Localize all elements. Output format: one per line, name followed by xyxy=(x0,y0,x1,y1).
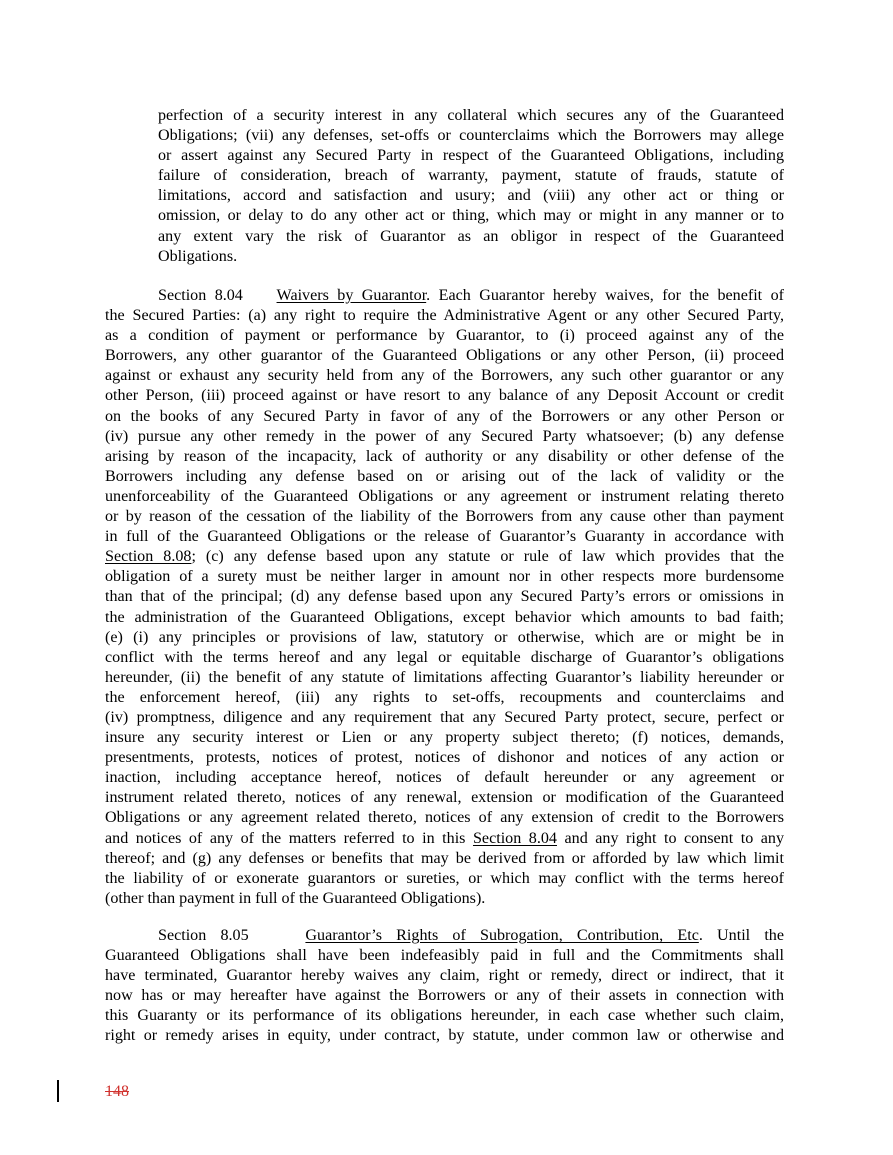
text-line: (iv) pursue any other remedy in the power of any Secured Party whatsoever; (b) any defense xyxy=(105,427,784,445)
section-first-line-rest: . Until the xyxy=(698,927,785,944)
text-line: have terminated, Guarantor hereby waives any claim, right or remedy, direct or indirect, that it xyxy=(105,967,784,985)
text-line: conflict with the terms hereof and any legal or equitable discharge of Guarantor’s obligations xyxy=(105,648,784,666)
section-8-05-paragraph xyxy=(105,926,784,1047)
text-line: against or exhaust any security held from any of the Borrowers, any such other guarantor or any xyxy=(105,367,784,385)
text-line: than that of the principal; (d) any defense based upon any Secured Party’s errors or omissions in xyxy=(105,588,784,606)
text-line: (iv) promptness, diligence and any requirement that any Secured Party protect, secure, perfect or xyxy=(105,708,784,726)
text-line: or assert against any Secured Party in respect of the Guaranteed Obligations, including xyxy=(158,147,784,165)
text-line: (e) (i) any principles or provisions of law, statutory or otherwise, which are or might be in xyxy=(105,628,784,646)
text-line: obligation of a surety must be neither larger in amount nor in other respects more burdensome xyxy=(105,568,784,586)
text-line: Obligations or any agreement related thereto, notices of any extension of credit to the Borrowers xyxy=(105,809,784,827)
text-line-post: and any right to consent to any xyxy=(556,829,785,847)
text-line: perfection of a security interest in any collateral which secures any of the Guaranteed xyxy=(158,107,784,124)
page-number: 148 xyxy=(105,1083,129,1100)
text-line: Borrowers including any defense based on or arising out of the lack of validity or the xyxy=(105,467,784,485)
text-line: the enforcement hereof, (iii) any rights to set-offs, recoupments and counterclaims and xyxy=(105,688,784,706)
text-line: in full of the Guaranteed Obligations or the release of Guarantor’s Guaranty in accordance with xyxy=(105,528,784,546)
section-number: Section 8.04 xyxy=(158,287,243,304)
text-line-with-self-reference xyxy=(105,829,784,849)
text-line: on the books of any Secured Party in favor of any of the Borrowers or any other Person or xyxy=(105,407,784,425)
text-line: unenforceability of the Guaranteed Obligations or any agreement or instrument relating thereto xyxy=(105,487,784,505)
text-line: Borrowers, any other guarantor of the Guaranteed Obligations or any other Person, (ii) proceed xyxy=(105,347,784,365)
text-line: now has or may hereafter have against the Borrowers or any of their assets in connection with xyxy=(105,987,784,1005)
text-line-rest: ; (c) any defense based upon any statute or rule of law which provides that the xyxy=(191,548,784,566)
text-line: insure any security interest or Lien or any property subject thereto; (f) notices, demands, xyxy=(105,729,784,747)
text-line: the liability of or exonerate guarantors or sureties, or which may conflict with the terms hereof xyxy=(105,869,784,887)
paragraph-continuation xyxy=(158,106,784,267)
cross-reference-link[interactable]: Section 8.08 xyxy=(105,548,192,566)
section-first-line-rest: . Each Guarantor hereby waives, for the benefit of xyxy=(426,287,784,304)
text-line: any extent vary the risk of Guarantor as an obligor in respect of the Guaranteed xyxy=(158,227,784,245)
self-reference-link[interactable]: Section 8.04 xyxy=(472,829,557,847)
text-line: Obligations. xyxy=(158,247,238,265)
text-line: failure of consideration, breach of warranty, payment, statute of frauds, statute of xyxy=(158,167,784,185)
text-line: the Secured Parties: (a) any right to require the Administrative Agent or any other Secured Party, xyxy=(105,307,784,325)
revision-change-bar xyxy=(57,1080,59,1102)
text-line: presentments, protests, notices of protest, notices of dishonor and notices of any action or xyxy=(105,749,784,767)
section-heading: Waivers by Guarantor xyxy=(276,287,427,304)
text-line: omission, or delay to do any other act or thing, which may or might in any manner or to xyxy=(158,207,784,225)
text-line: this Guaranty or its performance of its obligations hereunder, in each case whether such claim, xyxy=(105,1007,784,1025)
section-8-04-paragraph xyxy=(105,286,784,909)
text-line: Obligations; (vii) any defenses, set-offs or counterclaims which the Borrowers may allege xyxy=(158,127,784,145)
section-heading: Guarantor’s Rights of Subrogation, Contribution, Etc xyxy=(305,927,699,944)
text-line: as a condition of payment or performance by Guarantor, to (i) proceed against any of the xyxy=(105,327,784,345)
text-line-pre: and notices of any of the matters referred to in this xyxy=(105,829,473,847)
text-line: arising by reason of the incapacity, lack of authority or any disability or other defense of the xyxy=(105,447,784,465)
section-number: Section 8.05 xyxy=(158,927,249,944)
text-line: right or remedy arises in equity, under contract, by statute, under common law or otherwise and xyxy=(105,1027,784,1045)
text-line: inaction, including acceptance hereof, notices of default hereunder or any agreement or xyxy=(105,769,784,787)
text-line: thereof; and (g) any defenses or benefits that may be derived from or afforded by law which limit xyxy=(105,849,784,867)
text-line: (other than payment in full of the Guaranteed Obligations). xyxy=(105,889,486,907)
text-line: instrument related thereto, notices of any renewal, extension or modification of the Guaranteed xyxy=(105,789,784,807)
text-line: Guaranteed Obligations shall have been indefeasibly paid in full and the Commitments shall xyxy=(105,947,784,965)
text-line: hereunder, (ii) the benefit of any statute of limitations affecting Guarantor’s liability hereunder or xyxy=(105,668,784,686)
section-first-line xyxy=(105,286,784,306)
text-line-with-reference xyxy=(105,547,784,567)
text-line: other Person, (iii) proceed against or have resort to any balance of any Deposit Account or credit xyxy=(105,387,784,405)
section-first-line xyxy=(105,926,784,946)
text-line: limitations, accord and satisfaction and usury; and (viii) any other act or thing or xyxy=(158,187,784,205)
text-line: or by reason of the cessation of the liability of the Borrowers from any cause other than payment xyxy=(105,508,784,526)
text-line: the administration of the Guaranteed Obligations, except behavior which amounts to bad faith; xyxy=(105,608,784,626)
